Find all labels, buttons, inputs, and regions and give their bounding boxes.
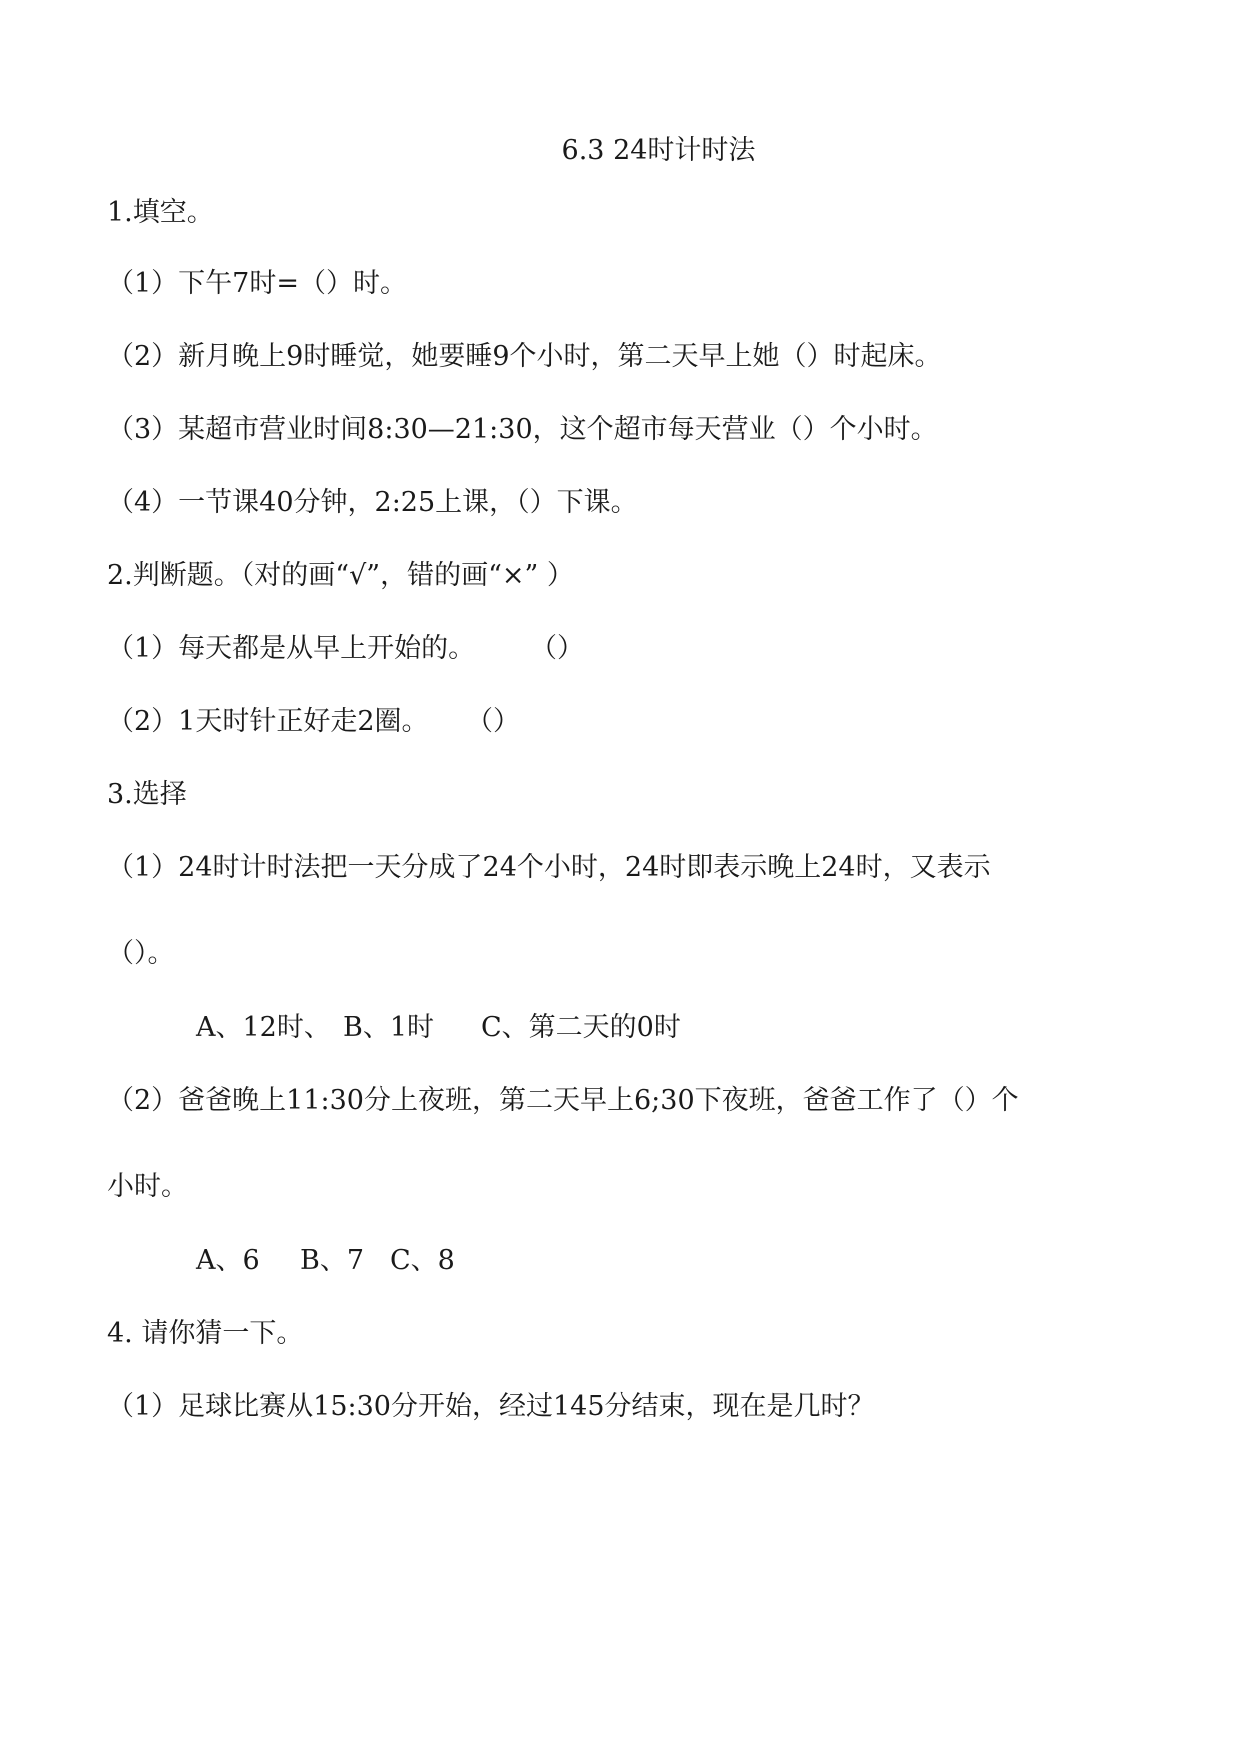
question-2-1: （1）每天都是从早上开始的。 [107, 633, 476, 664]
question-3-2-line-1: （2）爸爸晚上11:30分上夜班，第二天早上6;30下夜班，爸爸工作了（）个 [107, 1085, 1019, 1116]
question-1-1: （1）下午7时=（）时。 [107, 268, 407, 299]
question-3-1-line-1: （1）24时计时法把一天分成了24个小时，24时即表示晚上24时，又表示 [107, 852, 991, 883]
section-4-heading: 4. 请你猜一下。 [107, 1318, 304, 1349]
section-1-heading: 1.填空。 [107, 197, 214, 228]
option-3-1-a: A、12时、 [196, 1012, 331, 1043]
question-1-3: （3）某超市营业时间8:30—21:30，这个超市每天营业（）个小时。 [107, 414, 938, 445]
question-4-1: （1）足球比赛从15:30分开始，经过145分结束，现在是几时？ [107, 1391, 875, 1422]
worksheet-title: 6.3 24时计时法 [561, 135, 756, 166]
option-3-2-c: C、8 [390, 1245, 455, 1276]
question-1-4: （4）一节课40分钟，2:25上课，（）下课。 [107, 487, 638, 518]
option-3-1-b: B、1时 [343, 1012, 435, 1043]
question-3-1-line-2: （）。 [107, 938, 175, 969]
question-1-2: （2）新月晚上9时睡觉，她要睡9个小时，第二天早上她（）时起床。 [107, 341, 942, 372]
answer-blank-2-1: （） [530, 633, 584, 664]
answer-blank-2-2: （） [466, 706, 520, 737]
section-2-heading: 2.判断题。（对的画“√”，错的画“×” ） [107, 560, 574, 591]
section-3-heading: 3.选择 [107, 779, 187, 810]
question-2-2: （2）1天时针正好走2圈。 [107, 706, 429, 737]
question-3-2-line-2: 小时。 [107, 1171, 188, 1202]
option-3-2-b: B、7 [300, 1245, 365, 1276]
option-3-2-a: A、6 [196, 1245, 260, 1276]
option-3-1-c: C、第二天的0时 [481, 1012, 681, 1043]
